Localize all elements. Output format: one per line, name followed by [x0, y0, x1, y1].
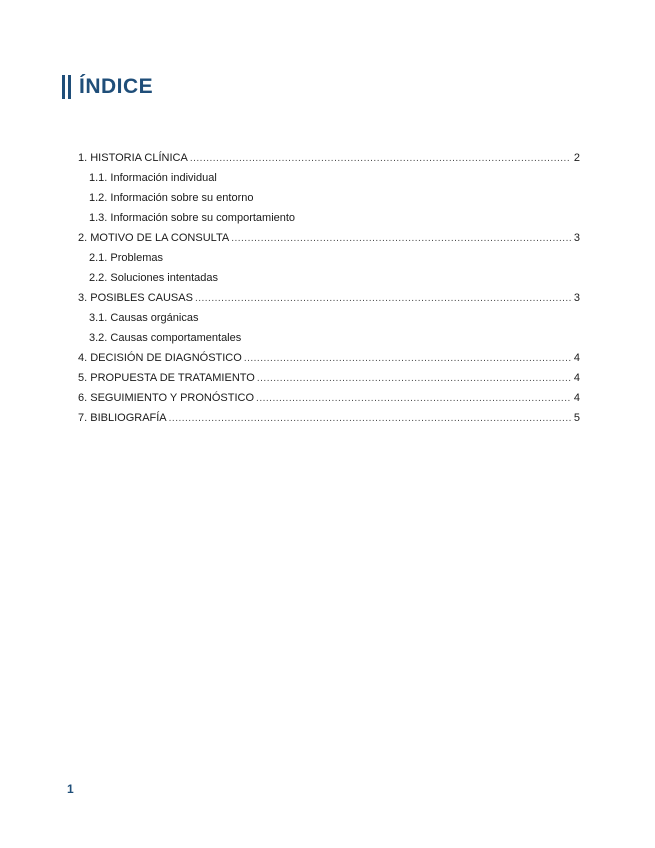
toc-entry-label: 3. POSIBLES CAUSAS — [78, 292, 193, 304]
toc-entry[interactable] — [78, 228, 580, 248]
toc-page-number: 2 — [573, 152, 580, 164]
toc-page-number: 4 — [573, 352, 580, 364]
toc-entry-label: 2. MOTIVO DE LA CONSULTA — [78, 232, 230, 244]
toc-page-number: 5 — [573, 412, 580, 424]
toc-subentry[interactable] — [78, 188, 580, 208]
toc-dot-leader — [169, 409, 571, 429]
toc-dot-leader — [195, 289, 571, 309]
toc-page-number: 4 — [573, 372, 580, 384]
toc-dot-leader — [244, 349, 571, 369]
toc-entry[interactable] — [78, 388, 580, 408]
heading-bars-icon — [62, 75, 71, 99]
toc-entry-label: 2.2. Soluciones intentadas — [89, 272, 219, 284]
toc-subentry[interactable] — [78, 308, 580, 328]
toc-entry-label: 1.1. Información individual — [89, 172, 217, 184]
toc-subentry[interactable] — [78, 208, 580, 228]
page-number: 1 — [67, 782, 74, 796]
toc-entry-label: 1.3. Información sobre su comportamiento — [89, 212, 296, 224]
toc-entry-label: 1. HISTORIA CLÍNICA — [78, 152, 188, 164]
toc-page-number: 4 — [573, 392, 580, 404]
toc-entry-label: 3.2. Causas comportamentales — [89, 332, 242, 344]
toc-subentry[interactable] — [78, 248, 580, 268]
toc-subentry[interactable] — [78, 328, 580, 348]
toc-subentry[interactable] — [78, 168, 580, 188]
toc-dot-leader — [190, 149, 571, 169]
toc-dot-leader — [256, 389, 571, 409]
toc-page-number: 3 — [573, 292, 580, 304]
toc-entry-label: 5. PROPUESTA DE TRATAMIENTO — [78, 372, 255, 384]
toc-entry-label: 2.1. Problemas — [89, 252, 163, 264]
page-title: ÍNDICE — [79, 75, 154, 98]
toc-entry-label: 6. SEGUIMIENTO Y PRONÓSTICO — [78, 392, 255, 404]
toc-entry[interactable] — [78, 368, 580, 388]
toc-entry[interactable] — [78, 348, 580, 368]
toc-entry[interactable] — [78, 148, 580, 168]
toc-entry-label: 1.2. Información sobre su entorno — [89, 192, 254, 204]
toc-subentry[interactable] — [78, 268, 580, 288]
toc-entry-label: 7. BIBLIOGRAFÍA — [78, 412, 167, 424]
toc-entry-label: 4. DECISIÓN DE DIAGNÓSTICO — [78, 352, 242, 364]
table-of-contents — [78, 148, 580, 428]
toc-dot-leader — [257, 369, 571, 389]
toc-entry-label: 3.1. Causas orgánicas — [89, 312, 199, 324]
toc-entry[interactable] — [78, 288, 580, 308]
toc-entry[interactable] — [78, 408, 580, 428]
index-heading — [62, 74, 153, 100]
toc-page-number: 3 — [573, 232, 580, 244]
toc-dot-leader — [231, 229, 571, 249]
